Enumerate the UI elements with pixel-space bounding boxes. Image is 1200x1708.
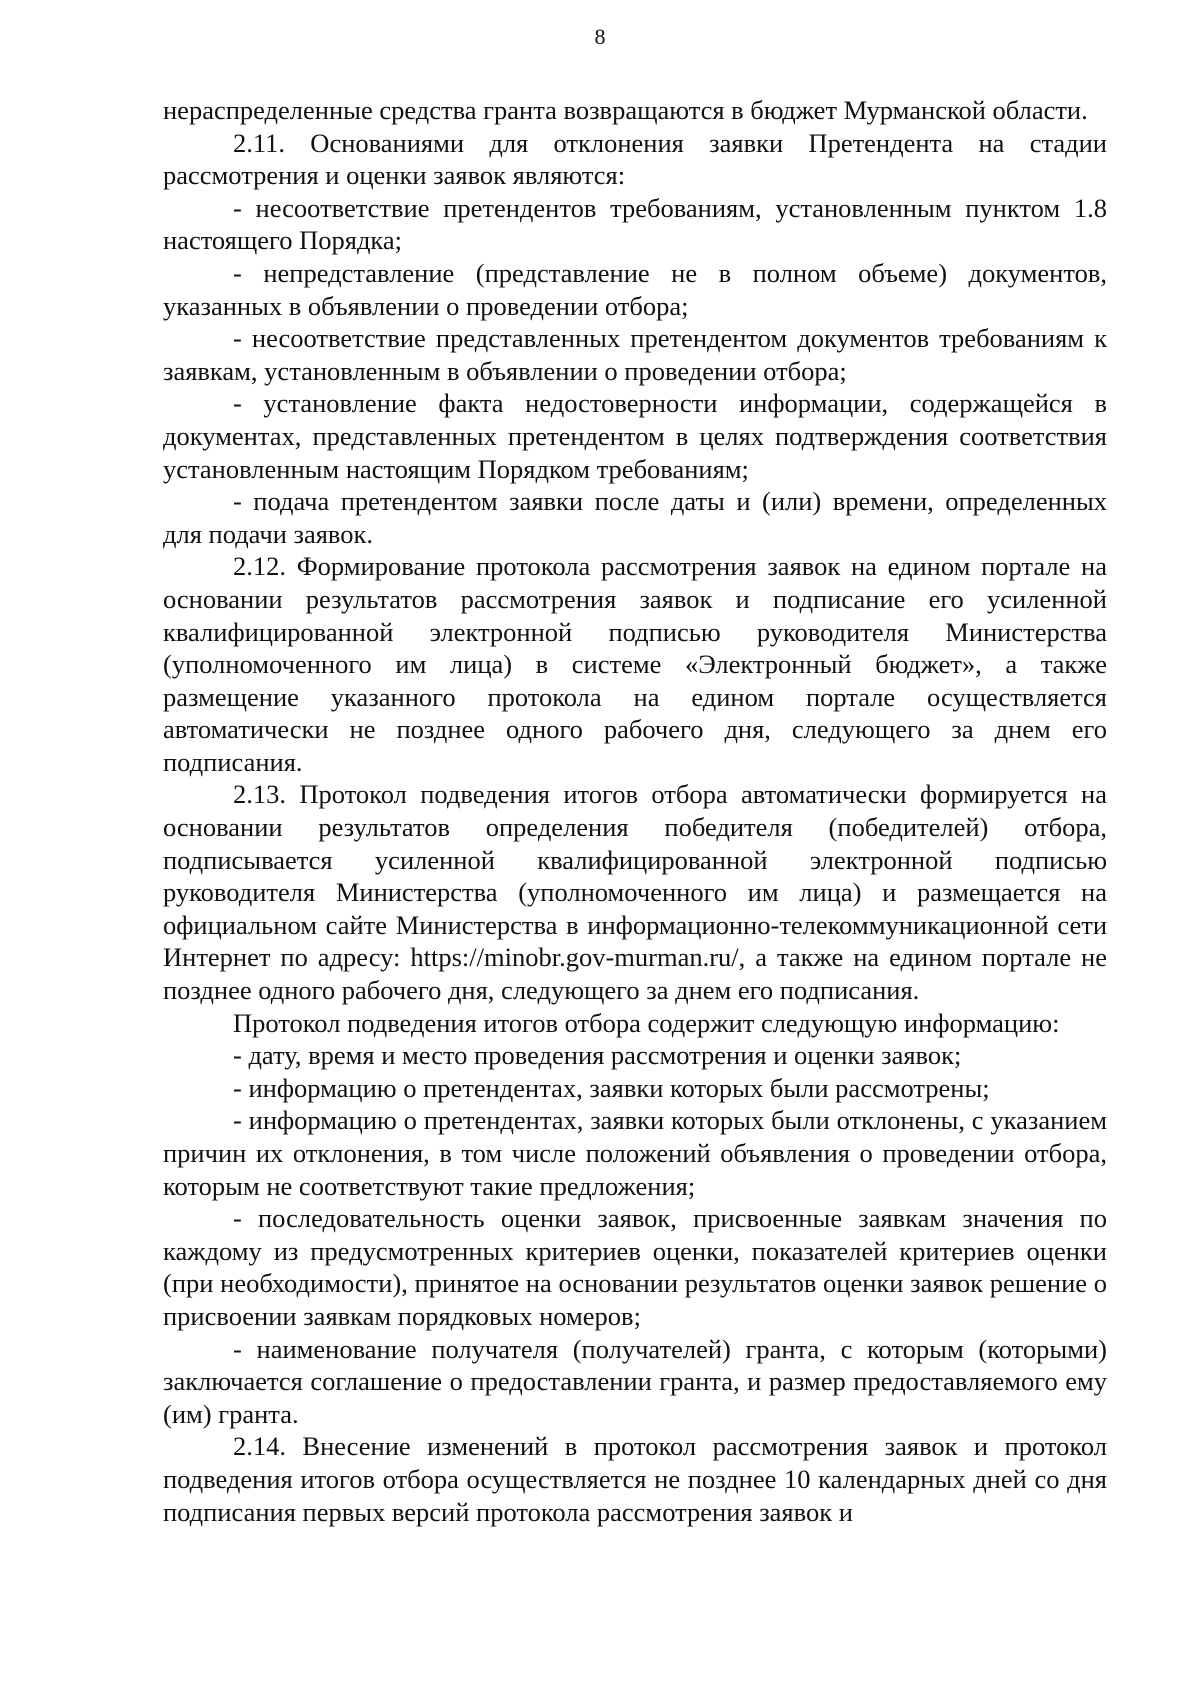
list-item-requirements-mismatch: - несоответствие претендентов требованиям, установленным пунктом 1.8 настоящего Порядка;: [163, 192, 1107, 256]
paragraph-2-14: 2.14. Внесение изменений в протокол рассмотрения заявок и протокол подведения итогов отбора осуществляется не позднее 10 календарных дней со дня подписания первых версий протокола рассмотрения заявок и: [163, 1431, 1107, 1527]
paragraph-2-12: 2.12. Формирование протокола рассмотрения заявок на едином портале на основании результатов рассмотрения заявок и подписание его усиленной квалифицированной электронной подписью руководителя Министерства (уполномоченного им лица) в системе «Электронный бюджет», а также размещение указанного протокола на едином портале осуществляется автоматически не позднее одного рабочего дня, следующего за днем его подписания.: [163, 551, 1107, 777]
list-item-evaluation-sequence: - последовательность оценки заявок, присвоенные заявкам значения по каждому из предусмотренных критериев оценки, показателей критериев оценки (при необходимости), принятое на основании результатов оценки заявок решение о присвоении заявкам порядковых номеров;: [163, 1203, 1107, 1331]
paragraph-protocol-contents: Протокол подведения итогов отбора содержит следующую информацию:: [233, 1007, 1060, 1038]
list-item-late-submission: - подача претендентом заявки после даты и (или) времени, определенных для подачи заявок.: [163, 486, 1107, 549]
paragraph-2-11-heading: 2.11. Основаниями для отклонения заявки Претендента на стадии рассмотрения и оценки заявок являются:: [163, 127, 1107, 191]
list-item-unreliable-information: - установление факта недостоверности информации, содержащейся в документах, представленных претендентом в целях подтверждения соответствия установленным настоящим Порядком требованиям;: [163, 388, 1107, 484]
list-item-date-time-place: - дату, время и место проведения рассмотрения и оценки заявок;: [233, 1040, 962, 1071]
list-item-grant-recipient: - наименование получателя (получателей) гранта, с которым (которыми) заключается соглашение о предоставлении гранта, и размер предоставляемого ему (им) гранта.: [163, 1333, 1107, 1429]
list-item-rejected-applicants: - информацию о претендентах, заявки которых были отклонены, с указанием причин их отклонения, в том числе положений объявления о проведении отбора, которым не соответствуют такие предложения;: [163, 1105, 1107, 1201]
document-body: [163, 94, 1107, 1528]
list-item-documents-mismatch: - несоответствие представленных претендентом документов требованиям к заявкам, установленным в объявлении о проведении отбора;: [163, 323, 1107, 386]
page-number: 8: [594, 24, 606, 49]
paragraph-2-13: 2.13. Протокол подведения итогов отбора автоматически формируется на основании результатов определения победителя (победителей) отбора, подписывается усиленной квалифицированной электронной подписью руководителя Министерства (уполномоченного им лица) и размещается на официальном сайте Министерства в информационно-телекоммуникационной сети Интернет по адресу: https://minobr.gov-murman.ru/, а также на едином портале не позднее одного рабочего дня, следующего за днем его подписания.: [163, 779, 1107, 1006]
list-item-documents-not-submitted: - непредставление (представление не в полном объеме) документов, указанных в объявлении о проведении отбора;: [163, 257, 1107, 321]
paragraph-continuation: нераспределенные средства гранта возвращаются в бюджет Мурманской области.: [163, 95, 1088, 125]
list-item-reviewed-applicants: - информацию о претендентах, заявки которых были рассмотрены;: [233, 1072, 990, 1103]
